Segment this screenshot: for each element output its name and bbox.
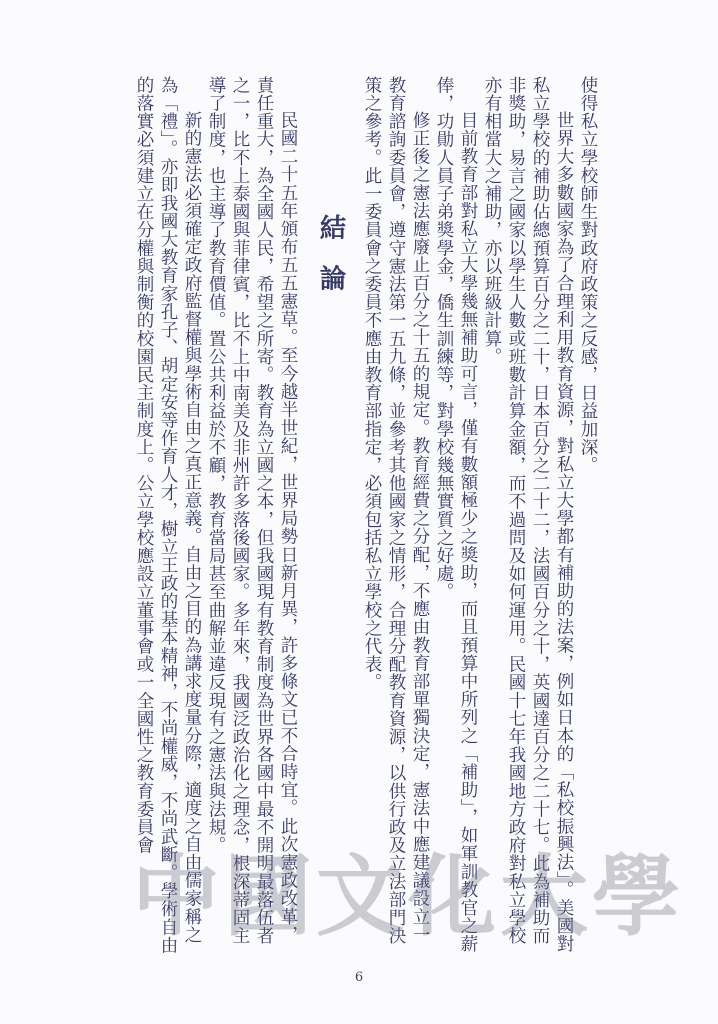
paragraph-continuation: 使得私立學校師生對政府政策之反感，日益加深。 (578, 76, 598, 475)
vertical-text-body (100, 76, 600, 956)
spacer (350, 76, 360, 956)
page-number: 6 (354, 970, 364, 985)
paragraph-conclusion-history: 民國二十五年頒布五五憲草。至今越半世紀，世界局勢日新月異，許多條文已不合時宜。此次憲政改革，責任重大，為全國人民，希望之所寄。教育為立國之本，但我國現有教育制度為世界各國中最不開明最落伍者之一，比不上泰國與菲律賓，比不上中南美及非州許多落後國家。多年來，我國泛政治化之理念，根深蒂固主導了制度，也主導了教育價值。置公共利益於不顧，教育當局甚至曲解並違反現有之憲法與法規。 (206, 76, 298, 945)
university-watermark: 中國文化大學 (132, 845, 685, 948)
section-heading: 結論 (315, 214, 346, 315)
paragraph-constitution-revision: 修正後之憲法應廢止百分之十五的規定。教育經費之分配，不應由教育部單獨決定，憲法中應建議設立一教育諮詢委員會，遵守憲法第一五九條，並參考其他國家之情形，合理分配教育資源，以供行政及立法部門決策之參考。此一委員會之委員不應由教育部指定，必須包括私立學校之代表。 (362, 76, 430, 945)
spacer (300, 76, 310, 956)
paragraph-conclusion-freedom: 新的憲法必須確定政府監督權與學術自由之真正意義。自由之目的為講求度量分際，適度之自由儒家稱之為「禮」。亦即我國大教育家孔子、胡定安等作育人才，樹立王政的基本精神，不尚權威，不尚武斷。學術自由的落實必須建立在分權與制衡的校園民主制度上。公立學校應設立董事會或一全國性之教育委員會 (134, 76, 202, 955)
paragraph-subsidy-comparison: 世界大多數國家為了合理利用教育資源，對私立大學都有補助的法案，例如日本的「私校振興法」。美國對私立學校的補助佔總預算百分之二十，日本百分之二十二，法國百分之十，英國達百分之二十七。此為補助而非獎助，易言之國家以學生人數或班數計算金額，而不過問及如何運用。民國十七年我國地方政府對私立學校亦有相當大之補助，亦以班級計算。 (482, 76, 574, 953)
paragraph-current-subsidy: 目前教育部對私立大學幾無補助可言，僅有數額極少之獎助，而且預算中所列之「補助」，如軍訓教官之薪俸，功勛人員子弟獎學金，僑生訓練等，對學校幾無實質之好處。 (434, 76, 478, 953)
